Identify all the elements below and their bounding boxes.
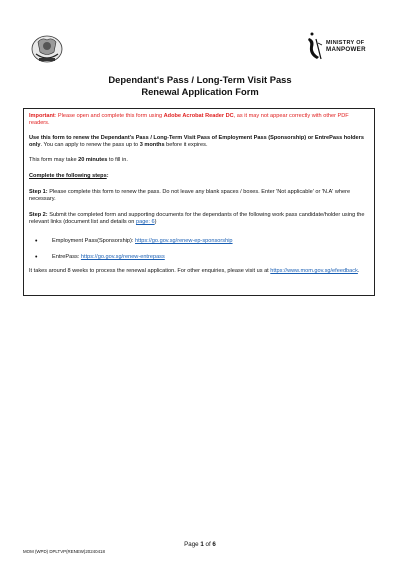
acrobat-reader-name: Adobe Acrobat Reader DC xyxy=(163,113,234,119)
steps-heading-text: Complete the following steps xyxy=(29,173,107,179)
important-label: Important xyxy=(29,113,55,119)
steps-heading-colon: : xyxy=(106,173,109,179)
page-current: 1 xyxy=(200,541,204,548)
bullet-ep-sponsorship: • xyxy=(35,238,38,245)
step1-label: Step 1: xyxy=(29,189,48,195)
entrepass-link[interactable]: https://go.gov.sg/renew-entrepass xyxy=(80,254,165,260)
form-title-line2: Renewal Application Form xyxy=(141,86,259,97)
step2-label: Step 2: xyxy=(29,212,48,218)
page-6-link[interactable]: page: 6 xyxy=(135,219,155,226)
form-code: MOM (WPD) DPLTVP(RENEW)20240418 xyxy=(23,549,105,554)
form-title-line1: Dependant's Pass / Long-Term Visit Pass xyxy=(108,74,292,85)
duration-text xyxy=(29,157,369,164)
ep-sponsorship-link[interactable]: https://go.gov.sg/renew-ep-sponsorship xyxy=(135,238,233,244)
mom-logo-line1: MINISTRY OF xyxy=(326,40,365,46)
mom-logo-line2: MANPOWER xyxy=(326,45,366,53)
step1-body: Please complete this form to renew the pass. Do not leave any blank spaces / boxes. Enter 'Not applicable' or 'N.A' where necessary. xyxy=(29,189,351,203)
ep-sponsorship-label: Employment Pass(Sponsorship): xyxy=(52,238,136,244)
duration-before: This form may take xyxy=(29,157,79,163)
link-item-entrepass xyxy=(52,254,362,261)
page-total: 6 xyxy=(212,541,216,548)
steps-heading xyxy=(29,173,369,180)
entrepass-label: EntrePass: xyxy=(52,254,81,260)
renew-months: 3 months xyxy=(139,142,165,149)
step2-body: Submit the completed form and supporting documents for the dependants of the following work pass candidate/holder using the relevant links (document list and details on xyxy=(29,212,365,226)
link-item-ep-sponsorship xyxy=(52,238,362,245)
renew-scope-bold: Use this form to renew the Dependant's Pass / Long-Term Visit Pass of Employment Pass (Sponsorship) or EntrePass holders only xyxy=(29,135,364,149)
renew-scope-plain: . You can apply to renew the pass up to xyxy=(40,142,140,149)
important-text: : Please open and complete this form using xyxy=(54,113,164,119)
processing-body: It takes around 8 weeks to process the renewal application. For other enquiries, please visit us at xyxy=(29,268,271,274)
important-notice xyxy=(29,113,369,128)
government-crest-icon xyxy=(30,32,64,66)
page-of: of xyxy=(203,541,213,548)
step2-end: ) xyxy=(154,219,157,226)
processing-end: . xyxy=(357,268,360,274)
mom-logo xyxy=(304,31,376,63)
page-number xyxy=(0,541,400,548)
step2-text xyxy=(29,212,369,227)
page-prefix: Page xyxy=(184,541,201,548)
processing-text xyxy=(29,268,369,275)
important-text-end: , as it may not appear correctly with other PDF readers. xyxy=(29,113,349,127)
step1-text xyxy=(29,189,369,204)
duration-value: 20 minutes xyxy=(78,157,108,163)
renew-scope-text xyxy=(29,135,369,150)
efeedback-link[interactable]: https://www.mom.gov.sg/efeedback xyxy=(270,268,358,274)
mom-logo-mark-icon xyxy=(304,31,324,63)
duration-after: to fill in. xyxy=(107,157,128,163)
bullet-entrepass: • xyxy=(35,254,38,261)
renew-scope-end: before it expires. xyxy=(164,142,208,149)
